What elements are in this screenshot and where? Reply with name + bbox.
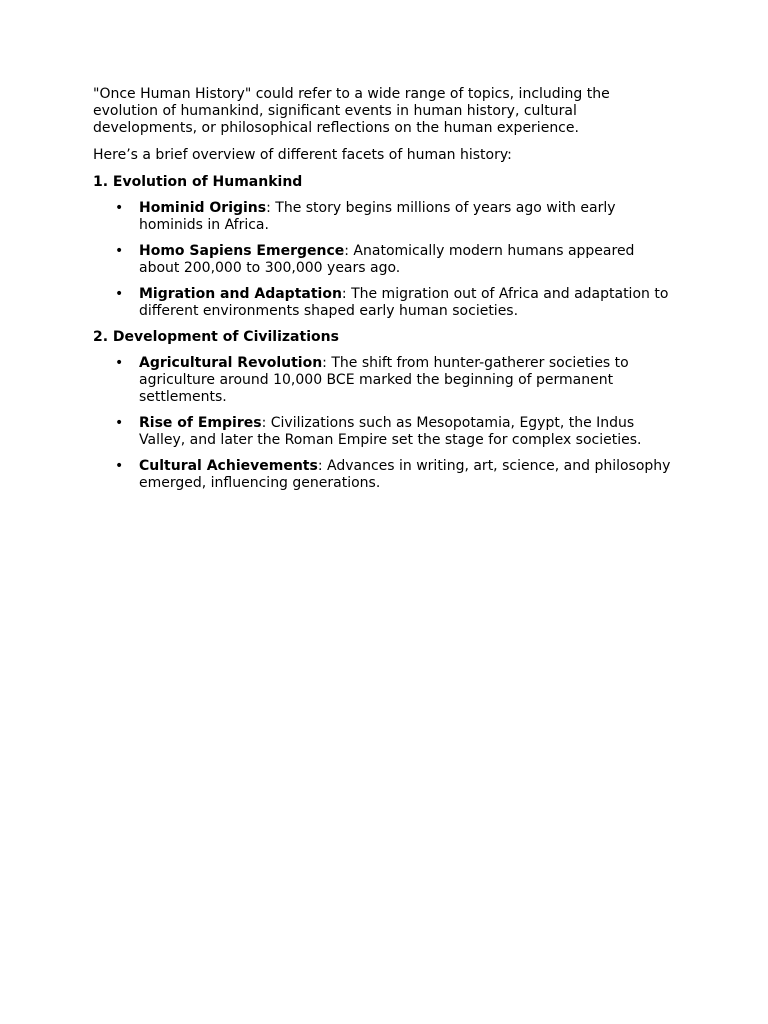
bullet-icon: • (115, 415, 124, 431)
list-item-term: Rise of Empires (139, 415, 262, 431)
section-heading-evolution: 1. Evolution of Humankind (93, 174, 303, 190)
bullet-icon: • (115, 286, 124, 302)
list-item-text: : The story begins millions of years ago with early hominids in Africa. (139, 200, 616, 233)
civilizations-list (93, 355, 673, 492)
evolution-list (93, 200, 673, 320)
bullet-icon: • (115, 355, 124, 371)
list-item (93, 243, 673, 277)
document-body (93, 86, 673, 501)
list-item-text: : Anatomically modern humans appeared about 200,000 to 300,000 years ago. (139, 243, 635, 276)
list-item (93, 200, 673, 234)
list-item-text: : The shift from hunter-gatherer societies to agriculture around 10,000 BCE marked the beginning of permanent settlements. (139, 355, 629, 405)
list-item (93, 355, 673, 406)
bullet-icon: • (115, 200, 124, 216)
list-item-term: Homo Sapiens Emergence (139, 243, 345, 259)
list-item-text: : The migration out of Africa and adaptation to different environments shaped early human societies. (139, 286, 669, 319)
list-item-text: : Advances in writing, art, science, and philosophy emerged, influencing generations. (139, 458, 671, 491)
list-item-term: Agricultural Revolution (139, 355, 323, 371)
list-item-term: Migration and Adaptation (139, 286, 342, 302)
bullet-icon: • (115, 458, 124, 474)
section-heading-civilizations: 2. Development of Civilizations (93, 329, 339, 345)
intro-paragraph: "Once Human History" could refer to a wide range of topics, including the evolution of humankind, significant events in human history, cultural developments, or philosophical reflections on the human experience. (93, 86, 610, 136)
list-item-term: Hominid Origins (139, 200, 267, 216)
list-item (93, 415, 673, 449)
list-item-term: Cultural Achievements (139, 458, 318, 474)
list-item (93, 458, 673, 492)
list-item-text: : Civilizations such as Mesopotamia, Egypt, the Indus Valley, and later the Roman Empire set the stage for complex societies. (139, 415, 642, 448)
overview-paragraph: Here’s a brief overview of different facets of human history: (93, 147, 512, 163)
bullet-icon: • (115, 243, 124, 259)
list-item (93, 286, 673, 320)
